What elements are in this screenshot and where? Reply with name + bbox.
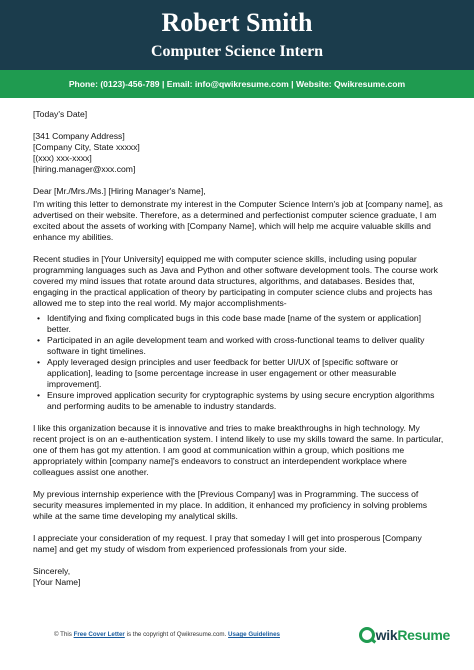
copyright-note	[54, 631, 280, 638]
q-magnifier-icon	[359, 627, 375, 643]
studies-paragraph: Recent studies in [Your University] equipped me with computer science skills, including using popular programming languages such as Java and Python and other software development tools. The course work covered my mind issues that rotate around data structures, algorithms, and databases. Besides that, engaging in the practical application of theory by participating in computer science clubs and projects has allowed me to step into the real world. My major accomplishments-	[33, 254, 438, 308]
accomplishments-list	[33, 313, 445, 412]
salutation: Dear [Mr./Mrs./Ms.] [Hiring Manager's Name],	[33, 186, 206, 196]
usage-guidelines-link[interactable]: Usage Guidelines	[228, 631, 280, 638]
letter-body	[33, 109, 445, 588]
qwikresume-logo[interactable]	[359, 625, 450, 645]
copyright-prefix: © This	[54, 631, 72, 638]
address-line: [341 Company Address]	[33, 131, 125, 141]
header-banner	[0, 0, 474, 70]
intro-paragraph: I'm writing this letter to demonstrate my interest in the Computer Science Intern's job at [company name], as advertised on their website. Therefore, as a determined and perfectionist computer science graduate, I am excited about the assets of working with [Company Name], which will help me acquire valuable skills and enhance my abilities.	[33, 199, 443, 242]
copyright-middle: is the copyright of Qwikresume.com.	[126, 631, 227, 638]
recipient-address	[33, 131, 445, 175]
address-line: [hiring.manager@xxx.com]	[33, 164, 136, 174]
list-item: • Identifying and fixing complicated bugs in this code base made [name of the system or application] better.	[47, 313, 445, 335]
free-cover-letter-link[interactable]: Free Cover Letter	[73, 631, 125, 638]
letter-date: [Today's Date]	[33, 109, 88, 119]
signoff: Sincerely,	[33, 566, 71, 576]
signature: [Your Name]	[33, 577, 81, 587]
experience-paragraph: My previous internship experience with the [Previous Company] was in Programming. The success of security measures implemented in my place. In addition, it enhanced my proficiency in solving problems while at the same time developing my analytical skills.	[33, 489, 428, 521]
applicant-name: Robert Smith	[161, 8, 313, 37]
list-item: • Participated in an agile development team and worked with cross-functional teams to deliver quality software in tight timelines.	[47, 335, 445, 357]
list-item: • Apply leveraged design principles and user feedback for better UI/UX of [specific software or application], leading to [some percentage increase in user engagement or other measurable improvement].	[47, 357, 445, 390]
job-title: Computer Science Intern	[150, 43, 324, 60]
closing-paragraph: I appreciate your consideration of my request. I pray that someday I will get into prosperous [Company name] and get my study of wisdom from experienced professionals from your side.	[33, 533, 422, 554]
contact-bar: Phone: (0123)-456-789 | Email: info@qwikresume.com | Website: Qwikresume.com	[0, 70, 474, 98]
organization-paragraph: I like this organization because it is innovative and tries to make breakthroughs in high technology. My recent project is on an e-authentication system. I intend likely to use my skills toward the same. In particular, one of them has got my attention. I am good at communication within a group, which positions me appropriately within [company name]'s endeavors to construct an interdependent workplace where colleagues assist one another.	[33, 423, 444, 477]
address-line: [(xxx) xxx-xxxx]	[33, 153, 92, 163]
logo-text-wik: wik	[375, 627, 398, 643]
address-line: [Company City, State xxxxx]	[33, 142, 140, 152]
logo-text-resume: Resume	[397, 627, 450, 643]
list-item: • Ensure improved application security for cryptographic systems by using secure encryption algorithms and performing audits to be amenable to industry standards.	[47, 390, 445, 412]
